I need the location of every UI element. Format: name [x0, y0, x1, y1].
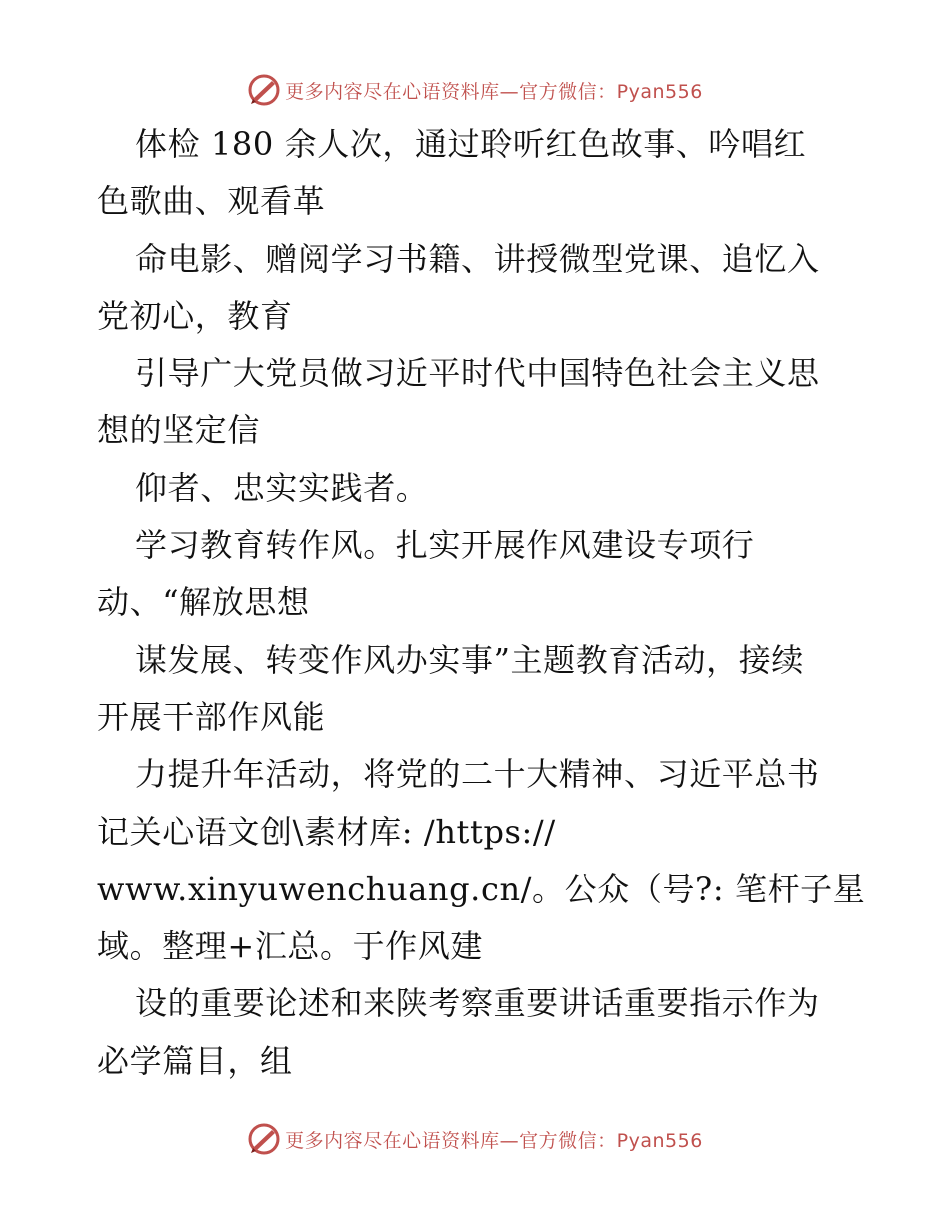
- header-banner: [0, 73, 950, 107]
- text-line: 必学篇目，组: [97, 1041, 293, 1080]
- text-line: 力提升年活动，将党的二十大精神、习近平总书: [135, 755, 820, 794]
- text-line: 命电影、赠阅学习书籍、讲授微型党课、追忆入: [135, 239, 820, 278]
- text-line: 引导广大党员做习近平时代中国特色社会主义思: [135, 354, 820, 393]
- text-line: 色歌曲、观看革: [97, 182, 326, 221]
- text-line: 设的重要论述和来陕考察重要讲话重要指示作为: [135, 984, 820, 1023]
- text-line: 学习教育转作风。扎实开展作风建设专项行: [135, 526, 755, 565]
- text-line: 动、“解放思想: [97, 583, 310, 622]
- text-line: www.xinyuwenchuang.cn/。公众（号?: 笔杆子星: [97, 869, 866, 908]
- pen-logo-icon: [247, 1122, 281, 1156]
- text-line: 谋发展、转变作风办实事”主题教育活动，接续: [135, 640, 804, 679]
- banner-text: 更多内容尽在心语资料库—官方微信：Pyan556: [285, 80, 703, 103]
- text-line: 记关心语文创\素材库: /https://: [97, 812, 556, 851]
- pen-logo-icon: [247, 73, 281, 107]
- text-line: 体检 180 余人次，通过聆听红色故事、吟唱红: [135, 125, 807, 163]
- text-line: 仰者、忠实实践者。: [135, 468, 429, 507]
- banner-text: 更多内容尽在心语资料库—官方微信：Pyan556: [285, 1129, 703, 1152]
- document-body: [97, 116, 877, 1090]
- footer-banner: [0, 1122, 950, 1156]
- text-line: 党初心，教育: [97, 296, 293, 335]
- text-line: 域。整理+汇总。于作风建: [97, 927, 484, 966]
- text-line: 想的坚定信: [97, 411, 261, 450]
- text-line: 开展干部作风能: [97, 697, 326, 736]
